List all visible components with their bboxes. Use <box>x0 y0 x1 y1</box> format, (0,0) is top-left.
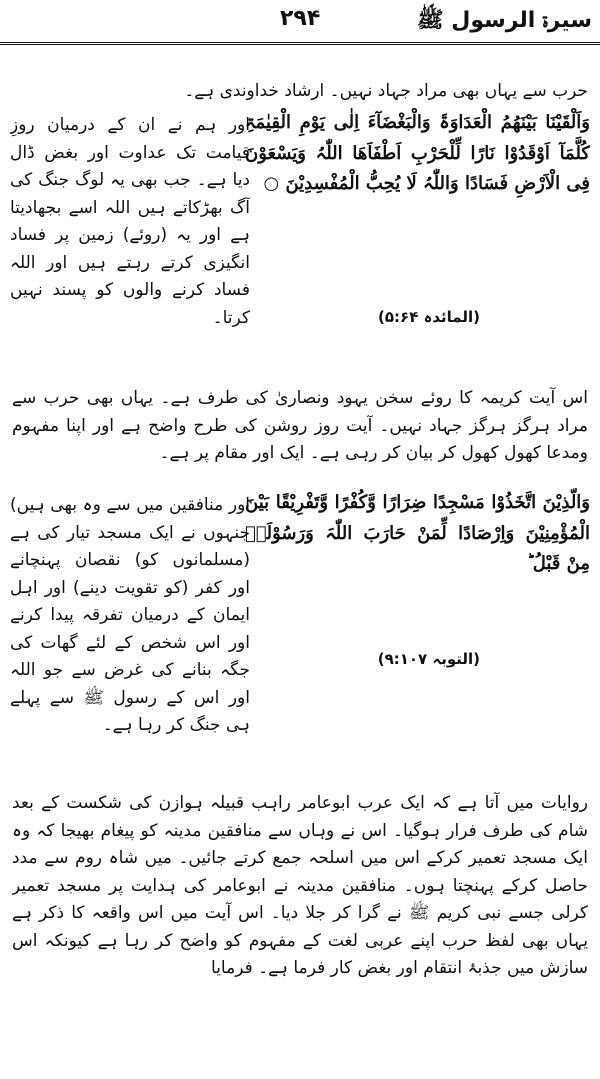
verse2-translation: اور منافقین میں سے وہ بھی ہیں) جنہوں نے ایک مسجد تیار کی ہے (مسلمانوں کو) نقصان پہنچانے اور کفر (کو تقویت دینے) اور اہل ایمان کے درمیان تفرقہ پیدا کرنے اور اس شخص کے لئے گھات کی جگہ بنانے کی غرض سے جو اللہ اور اس کے رسول ﷺ سے پہلے ہی جنگ کر رہا ہے۔ <box>10 495 250 736</box>
verse2-arabic: وَالَّذِیْنَ اتَّخَذُوْا مَسْجِدًا ضِرَارًا وَّکُفْرًا وَّتَفْرِیْقًا بَیْنَ الْمُؤْمِنِیْنَ وَاِرْصَادًا لِّمَنْ حَارَبَ اللّٰہَ وَرَسُوْلَہٗ مِنْ قَبْلُ ؕ <box>245 492 590 575</box>
intro-line: حرب سے یہاں بھی مراد جہاد نہیں۔ ارشاد خداوندی ہے۔ <box>184 81 588 101</box>
verse1-translation: اور ہم نے ان کے درمیان روزِ قیامت تک عداوت اور بغض ڈال دیا ہے۔ جب بھی یہ لوگ جنگ کی آگ بھڑکاتے ہیں اللہ اسے بجھادیتا ہے اور یہ (روئے) زمین پر فساد انگیزی کرتے رہتے ہیں اور اللہ فساد کرنے والوں کو پسند نہیں کرتا۔ <box>10 115 250 328</box>
verse1-reference: (المائدہ ۵:۶۴) <box>378 308 480 326</box>
verse1-arabic: وَاَلْقَیْنَا بَیْنَھُمُ الْعَدَاوَۃَ وَالْبَغْضَآءَ اِلٰی یَوْمِ الْقِیٰمَۃِ کُلَّمَآ اَوْقَدُوْا نَارًا لِّلْحَرْبِ اَطْفَاَھَا اللّٰہُ وَیَسْعَوْنَ فِی الْاَرْضِ فَسَادًا وَاللّٰہُ لَا یُحِبُّ الْمُفْسِدِیْنَ ○ <box>245 112 590 195</box>
paragraph-2: اس آیت کریمہ کا روئے سخن یہود ونصاریٰ کی طرف ہے۔ یہاں بھی حرب سے مراد ہرگز ہرگز جہاد نہیں۔ آیت روز روشن کی طرح واضح ہے اور اپنا مفہوم ومدعا کھول کھول کر بیان کر رہی ہے۔ ایک اور مقام پر ہے۔ <box>12 388 588 464</box>
paragraph-3: روایات میں آتا ہے کہ ایک عرب ابوعامر راہب قبیلہ ہوازن کی شکست کے بعد شام کی طرف فرار ہوگیا۔ اس نے وہاں سے منافقین مدینہ کو پیغام بھیجا کہ وہ ایک مسجد تعمیر کرکے اس میں اسلحہ جمع کرتے جائیں۔ میں شاہ روم سے مدد حاصل کرکے پہنچتا ہوں۔ منافقین مدینہ نے ابوعامر کی ہدایت پر مسجد تعمیر کرلی جسے نبی کریم ﷺ نے گرا کر جلا دیا۔ اس آیت میں اس واقعہ کا ذکر ہے یہاں بھی لفظ حرب اپنے عربی لغت کے مفہوم کو واضح کر رہا ہے کیونکہ اس سازش میں جذبۂ انتقام اور بغض کار فرما ہے۔ فرمایا <box>12 793 588 979</box>
running-header <box>0 0 600 45</box>
book-title: سیرۃ الرسول ﷺ <box>417 8 592 33</box>
verse2-reference: (التوبہ ۹:۱۰۷) <box>377 650 480 668</box>
page-number: ۲۹۴ <box>280 6 321 31</box>
